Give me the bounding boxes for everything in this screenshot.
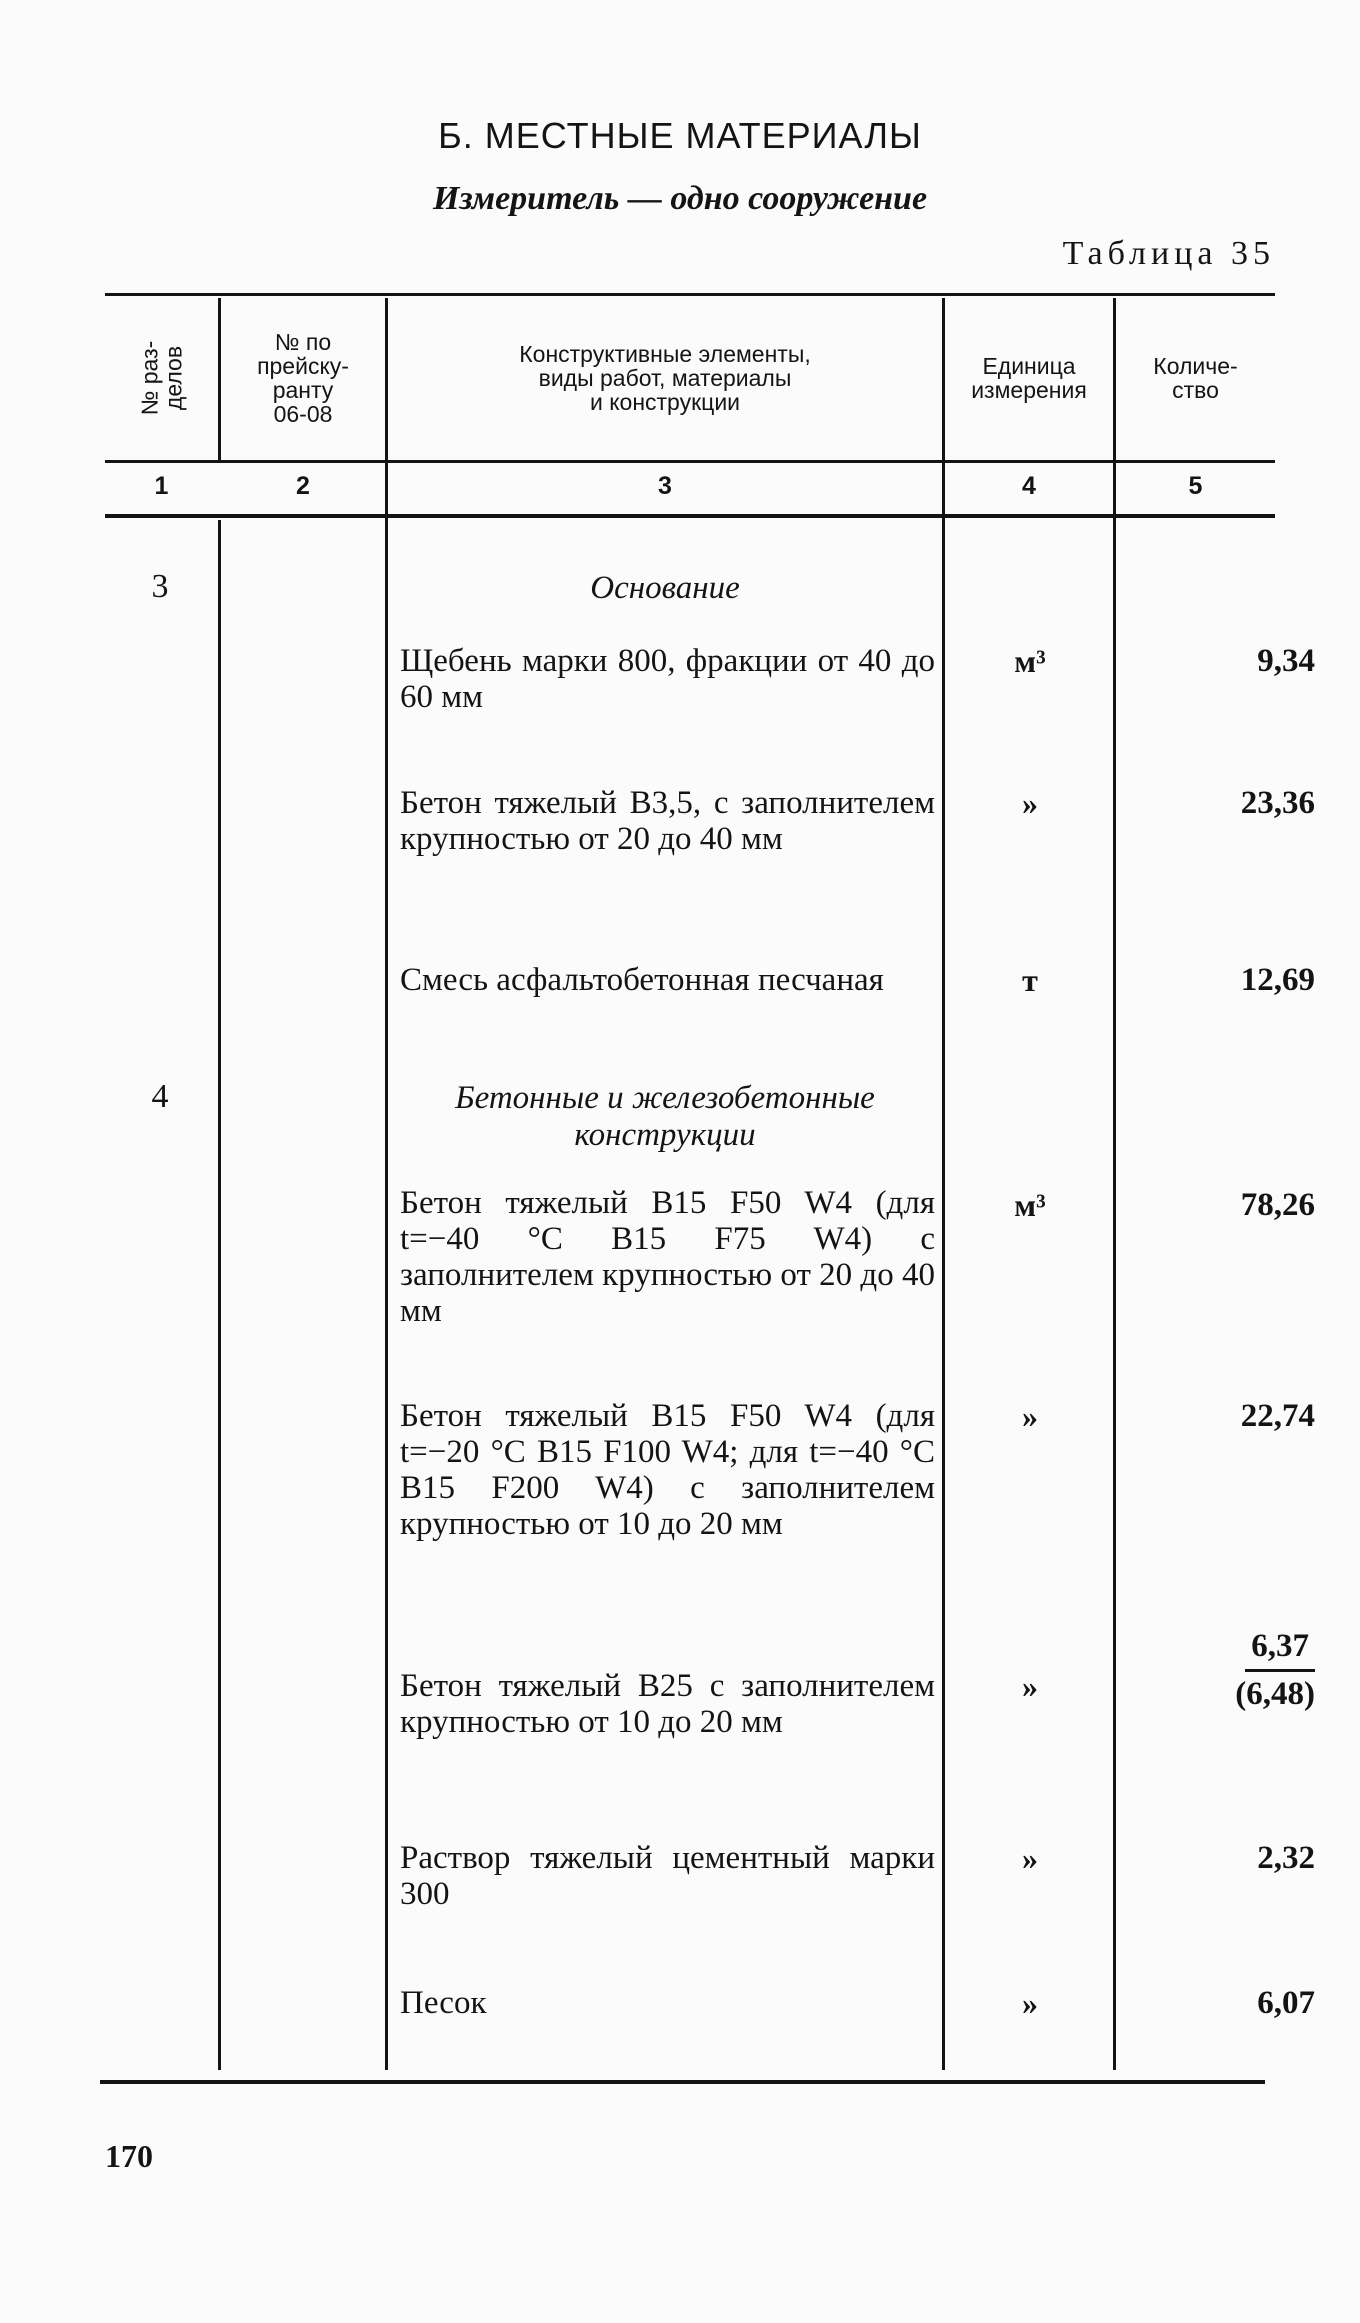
table-bottom-rule xyxy=(100,2080,1265,2084)
column-divider-4 xyxy=(1113,298,1116,2070)
table-row-unit: » xyxy=(1022,1398,1038,1434)
table-row-description: Раствор тяжелый цементный марки 300 xyxy=(400,1840,935,1912)
column-number-5: 5 xyxy=(1188,472,1203,500)
table-row-description: Щебень марки 800, фракции от 40 до 60 мм xyxy=(400,643,935,715)
section-title: Бетонные и железобетонные конструкции xyxy=(455,1080,875,1153)
header-col-1-label: № раз- делов xyxy=(136,340,187,416)
table-row-description: Бетон тяжелый B25 с заполнителем крупностью от 10 до 20 мм xyxy=(400,1668,935,1740)
table-row-quantity: 23,36 xyxy=(1240,785,1315,821)
header-col-3: Конструктивные элементы, виды работ, материалы и конструкции xyxy=(519,341,811,415)
table-label: Таблица 35 xyxy=(1062,235,1275,272)
table-row-unit: м³ xyxy=(1014,643,1046,679)
table-row-quantity: 22,74 xyxy=(1240,1398,1315,1434)
quantity-denominator: (6,48) xyxy=(1235,1676,1315,1712)
header-col-2: № по прейску- ранту 06-08 xyxy=(257,329,349,427)
colnum-bottom-rule xyxy=(105,514,1275,518)
section-number: 4 xyxy=(151,1078,169,1115)
table-row-quantity-fraction xyxy=(1120,1628,1315,1713)
column-divider-2 xyxy=(385,298,388,2070)
quantity-numerator: 6,37 xyxy=(1245,1628,1315,1672)
table-row-quantity: 6,07 xyxy=(1257,1985,1315,2021)
column-number-3: 3 xyxy=(658,472,672,500)
table-row-unit: т xyxy=(1022,962,1038,998)
table-row-unit: » xyxy=(1022,1668,1038,1704)
table-row-quantity: 2,32 xyxy=(1257,1840,1315,1876)
column-number-1: 1 xyxy=(154,472,169,500)
page-number: 170 xyxy=(105,2138,153,2174)
table-row-description: Песок xyxy=(400,1985,487,2021)
column-divider-3 xyxy=(942,298,945,2070)
header-bottom-rule xyxy=(105,460,1275,463)
table-row-unit: » xyxy=(1022,1840,1038,1876)
table-row-unit: м³ xyxy=(1014,1187,1046,1223)
table-row-quantity: 12,69 xyxy=(1240,962,1315,998)
table-row-description: Смесь асфальтобетонная песчаная xyxy=(400,962,884,998)
table-row-quantity: 9,34 xyxy=(1257,643,1315,679)
column-number-2: 2 xyxy=(296,472,310,500)
header-col-4: Единица измерения xyxy=(971,353,1087,403)
section-number: 3 xyxy=(151,568,169,605)
column-number-4: 4 xyxy=(1022,472,1036,500)
header-col-5: Количе- ство xyxy=(1153,353,1238,403)
table-row-quantity: 78,26 xyxy=(1240,1187,1315,1223)
table-row-description: Бетон тяжелый B15 F50 W4 (для t=−40 °C B15 F75 W4) с заполнителем крупностью от 20 до 40 мм xyxy=(400,1185,935,1329)
page-heading: Б. МЕСТНЫЕ МАТЕРИАЛЫ xyxy=(438,115,922,156)
table-row-description: Бетон тяжелый B15 F50 W4 (для t=−20 °C B15 F100 W4; для t=−40 °C B15 F200 W4) с заполнителем крупностью от 10 до 20 мм xyxy=(400,1398,935,1542)
section-title: Основание xyxy=(590,570,740,606)
table-row-unit: » xyxy=(1022,1985,1038,2021)
table-row-description: Бетон тяжелый B3,5, с заполнителем крупностью от 20 до 40 мм xyxy=(400,785,935,857)
column-divider-1-body xyxy=(218,520,221,2070)
table-top-rule xyxy=(105,293,1275,296)
table-row-unit: » xyxy=(1022,785,1038,821)
page-subheading: Измеритель — одно сооружение xyxy=(432,180,928,217)
header-col-1 xyxy=(105,298,218,458)
